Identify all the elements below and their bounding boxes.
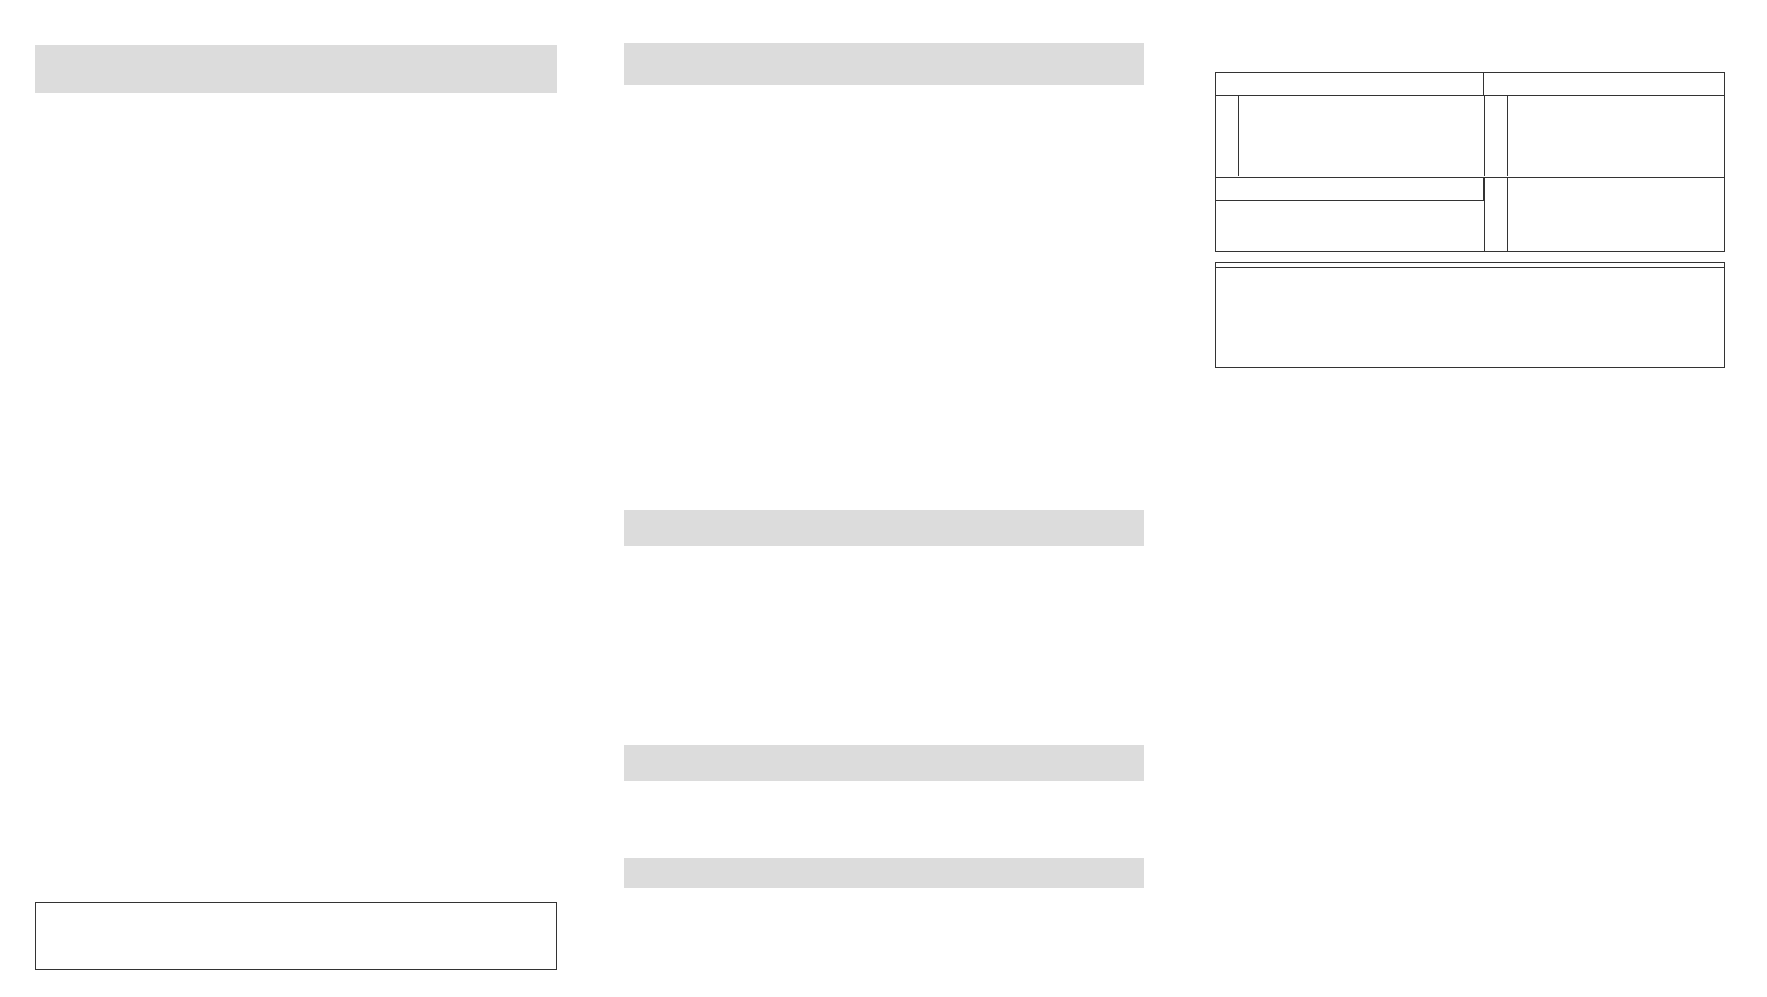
dawn-table-header bbox=[624, 858, 1144, 888]
sunday-praise-order bbox=[624, 116, 1144, 486]
offering-label bbox=[1484, 177, 1508, 252]
dawn-header bbox=[624, 745, 1144, 781]
dawn-order bbox=[624, 815, 1144, 843]
wednesday-order bbox=[624, 580, 1144, 710]
verse-box bbox=[35, 902, 557, 970]
service-committee-box bbox=[1215, 72, 1725, 252]
wednesday-header bbox=[624, 510, 1144, 546]
mission-box bbox=[1215, 262, 1725, 368]
sunday-morning-order bbox=[35, 137, 557, 887]
sunday-praise-header bbox=[624, 43, 1144, 85]
usher-label bbox=[1484, 96, 1508, 176]
nov-title bbox=[1484, 73, 1724, 96]
kitchen-title bbox=[1216, 177, 1484, 201]
prayer-label bbox=[1216, 96, 1239, 176]
next-week-title bbox=[1216, 73, 1484, 96]
sunday-morning-header bbox=[35, 45, 557, 93]
